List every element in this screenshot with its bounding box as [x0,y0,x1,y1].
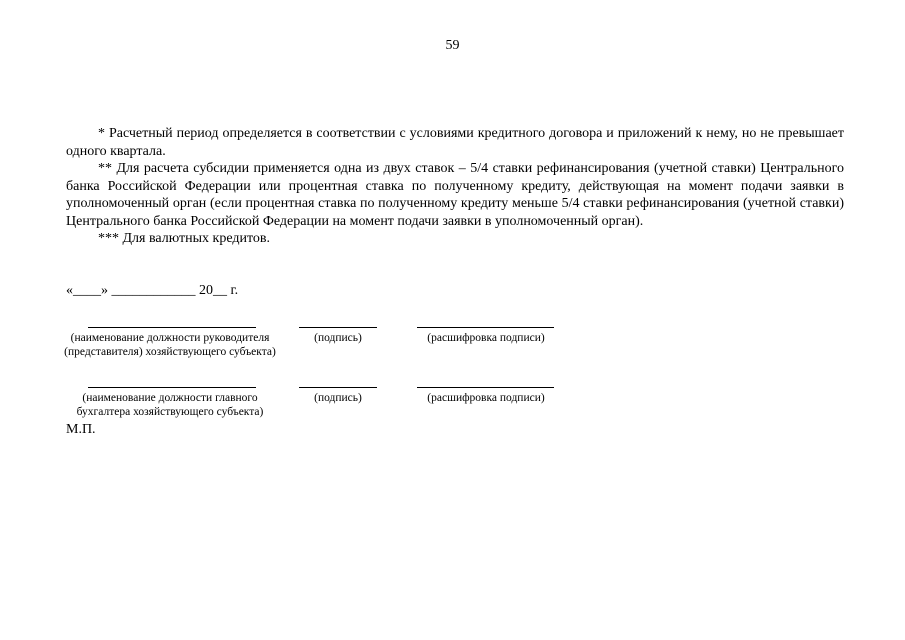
date-line: «____» ____________ 20__ г. [66,283,239,298]
position-caption: (наименование должности главного бухгалтера хозяйствующего субъекта) [76,392,264,418]
page-number: 59 [445,38,460,53]
position-caption: (наименование должности руководителя (представителя) хозяйствующего субъекта) [64,332,276,358]
signature-caption: (подпись) [314,392,362,404]
position-line [88,387,256,388]
transcript-caption: (расшифровка подписи) [427,332,545,344]
transcript-caption: (расшифровка подписи) [427,392,545,404]
transcript-line [417,327,554,328]
footnote-3-text: *** Для валютных кредитов. [98,231,271,246]
signature-caption: (подпись) [314,332,362,344]
signature-line [299,387,377,388]
footnote-1 [66,125,844,160]
signature-line [299,327,377,328]
footnote-1-text: * Расчетный период определяется в соответствии с условиями кредитного договора и приложений к нему, но не превышает одного квартала. [66,126,844,159]
footnote-3 [66,230,844,248]
transcript-line [417,387,554,388]
position-line [88,327,256,328]
footnote-2-text: ** Для расчета субсидии применяется одна из двух ставок – 5/4 ставки рефинансирования (учетной ставки) Центрального банка Российской Федерации или процентная ставка по полученному кредиту, действующая на момент подачи заявки в уполномоченный орган (если процентная ставка по полученному кредиту меньше 5/4 ставки рефинансирования (учетной ставки) Центрального банка Российской Федерации на момент подачи заявки в уполномоченный орган). [66,161,844,229]
stamp-label: М.П. [66,422,96,437]
footnote-2 [66,160,844,230]
